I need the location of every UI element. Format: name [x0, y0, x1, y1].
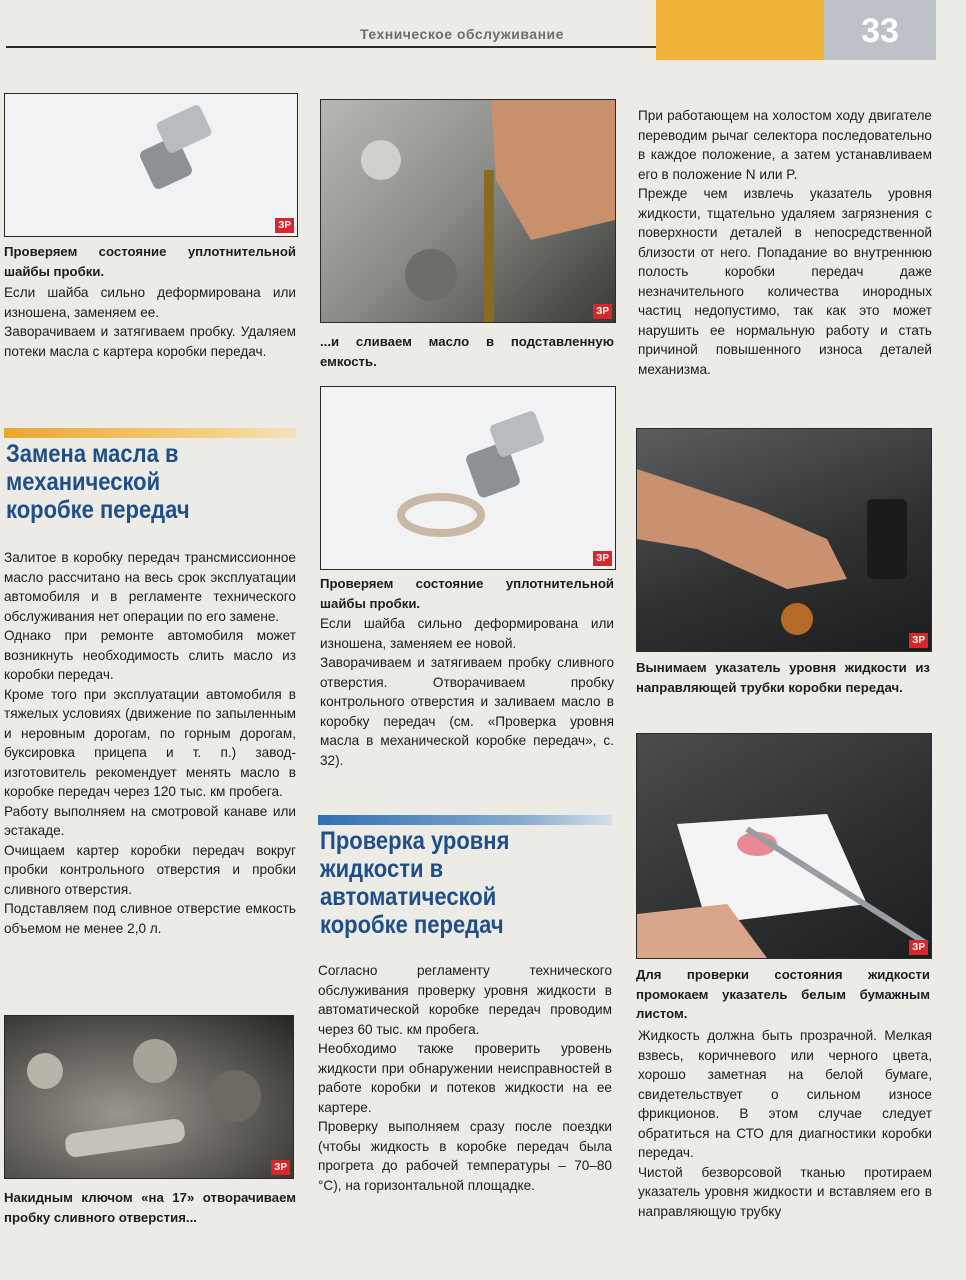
photo-dipstick-paper: [636, 733, 932, 959]
body-text-washer: [4, 283, 296, 361]
running-header: [0, 0, 966, 56]
paragraph: Работу выполняем на смотровой канаве или эстакаде.: [4, 803, 296, 838]
paragraph: Очищаем картер коробки передач вокруг пробки контрольного отверстия и пробки сливного отверстия.: [4, 842, 296, 897]
source-badge: ЗР: [593, 304, 612, 319]
photo-wrench-on-drain-plug: [4, 1015, 294, 1179]
body-text-fluid-state: [638, 1026, 932, 1221]
paragraph: Чистой безворсовой тканью протираем указатель уровня жидкости и вставляем его в направляющую трубку: [638, 1164, 932, 1219]
gearbox-illustration: [5, 1016, 293, 1178]
body-text-washer-2: [320, 614, 614, 770]
photo-drain-plug-washer: [4, 93, 298, 237]
paragraph: Заворачиваем и затягиваем пробку сливного отверстия. Отворачиваем пробку контрольного отверстия и заливаем масло в коробку передач (см. «Проверка уровня масла в механической коробке передач», с. 32).: [320, 655, 614, 768]
photo-pull-dipstick: [636, 428, 932, 652]
section-title-automatic-check: Проверка уровня жидкости в автоматической коробке передач: [320, 827, 510, 939]
paragraph: Необходимо также проверить уровень жидкости при обнаружении неисправностей в работе коробки и потеков жидкости на ее картере.: [318, 1041, 612, 1115]
paragraph: Жидкость должна быть прозрачной. Мелкая взвесь, коричневого или черного цвета, хорошо заметная на белой бумаге, свидетельствует о сильном износе фрикционов. В этом случае следует обратиться на СТО для диагностики коробки передач.: [638, 1028, 932, 1160]
body-text-automatic-check: [318, 961, 612, 1195]
caption-pull-dipstick: Вынимаем указатель уровня жидкости из направляющей трубки коробки передач.: [636, 660, 930, 695]
paper-test-illustration: [637, 734, 931, 958]
paragraph: При работающем на холостом ходу двигателе переводим рычаг селектора последовательно в каждое положение, а затем устанавливаем его в положение N или P.: [638, 108, 932, 182]
section-rule-orange: [4, 428, 296, 438]
paragraph: Кроме того при эксплуатации автомобиля в тяжелых условиях (движение по запыленным и неровным дорогам, по горным дорогам, буксировка прицепа и т. п.) завод-изготовитель рекомендует менять масло в коробке передач через 120 тыс. км пробега.: [4, 686, 296, 799]
drain-plug-illustration: [5, 94, 297, 236]
running-header-section: Техническое обслуживание: [360, 26, 564, 42]
draining-illustration: [321, 100, 615, 322]
paragraph: Проверку выполняем сразу после поездки (чтобы жидкость в коробке передач была прогрета до рабочей температуры – 70–80 °С), на горизонтальной площадке.: [318, 1119, 612, 1193]
paragraph: Однако при ремонте автомобиля может возникнуть необходимость слить масло из коробки передач.: [4, 628, 296, 682]
caption-washer-check-2: Проверяем состояние уплотнительной шайбы пробки.: [320, 576, 614, 611]
paragraph: Если шайба сильно деформирована или изношена, заменяем ее.: [4, 285, 296, 320]
caption-drain-oil: ...и сливаем масло в подставленную емкость.: [320, 334, 614, 369]
body-text-selector: [638, 106, 932, 379]
paragraph: Залитое в коробку передач трансмиссионное масло рассчитано на весь срок эксплуатации автомобиля и в регламенте технического обслуживания нет операции по его замене.: [4, 550, 296, 624]
section-rule-blue: [318, 815, 612, 825]
caption-washer-check: Проверяем состояние уплотнительной шайбы пробки.: [4, 244, 296, 279]
caption-wrench: Накидным ключом «на 17» отворачиваем пробку сливного отверстия...: [4, 1190, 296, 1225]
source-badge: ЗР: [271, 1160, 290, 1175]
paragraph: Согласно регламенту технического обслуживания проверку уровня жидкости в автоматической коробке передач проводим через 60 тыс. км пробега.: [318, 963, 612, 1037]
paragraph: Если шайба сильно деформирована или изношена, заменяем ее новой.: [320, 616, 614, 651]
header-rule: [6, 46, 656, 48]
source-badge: ЗР: [275, 218, 294, 233]
photo-oil-draining: [320, 99, 616, 323]
paragraph: Подставляем под сливное отверстие емкость объемом не менее 2,0 л.: [4, 901, 296, 936]
dipstick-hand-illustration: [637, 429, 931, 651]
paragraph: Заворачиваем и затягиваем пробку. Удаляем потеки масла с картера коробки передач.: [4, 324, 296, 359]
photo-drain-plug-washer-2: [320, 386, 616, 570]
body-text-oil-change: [4, 548, 296, 938]
source-badge: ЗР: [909, 940, 928, 955]
section-title-oil-change: Замена масла в механической коробке передач: [6, 440, 190, 524]
drain-plug-illustration-2: [321, 387, 615, 569]
source-badge: ЗР: [593, 551, 612, 566]
caption-paper-test: Для проверки состояния жидкости промокаем указатель белым бумажным листом.: [636, 967, 930, 1021]
page-number: 33: [861, 12, 899, 50]
header-accent-block: [656, 0, 824, 60]
source-badge: ЗР: [909, 633, 928, 648]
paragraph: Прежде чем извлечь указатель уровня жидкости, тщательно удаляем загрязнения с поверхности деталей в непосредственной близости от него. Попадание во внутреннюю полость коробки передач даже незначительного количества инородных частиц недопустимо, так как это может нарушить ее нормальную работу и стать причиной повышенного износа деталей механизма.: [638, 186, 932, 377]
